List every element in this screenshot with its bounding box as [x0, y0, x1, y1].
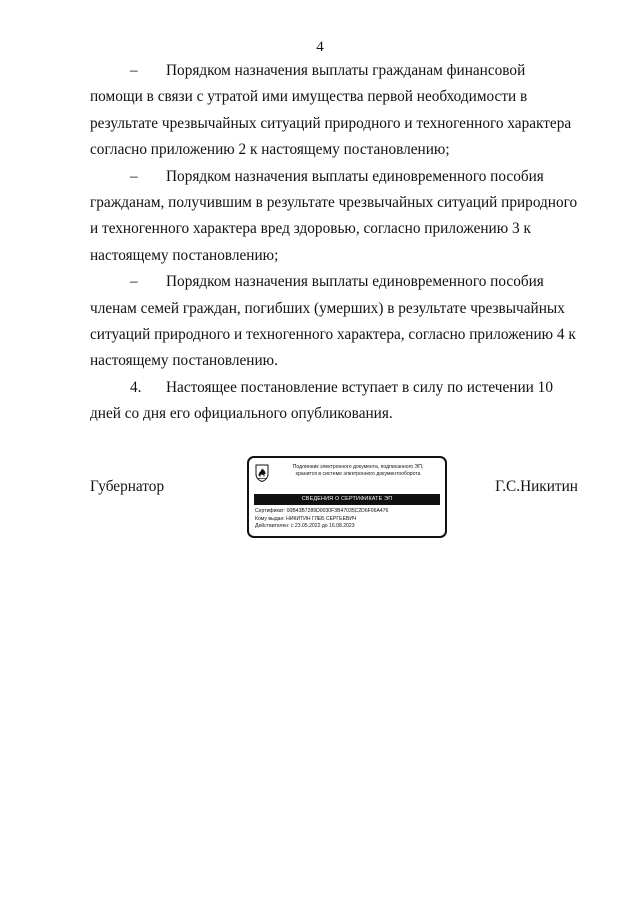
paragraph-line: результате чрезвычайных ситуаций природного и техногенного характера [90, 114, 572, 132]
stamp-header-line: Подлинник электронного документа, подписанного ЭП, [292, 464, 424, 470]
certificate-validity: Действителен: с 23.05.2022 до 16.08.2023 [255, 523, 355, 529]
paragraph-appendix-4 [90, 269, 578, 375]
paragraph-line: дней со дня его официального опубликования. [90, 405, 393, 423]
paragraph-line: и техногенного характера вред здоровью, согласно приложению 3 к [90, 220, 531, 238]
paragraph-appendix-2 [90, 58, 578, 164]
paragraph-line: гражданам, получившим в результате чрезвычайных ситуаций природного [90, 194, 578, 212]
stamp-header [275, 464, 441, 478]
certificate-info-bar: СВЕДЕНИЯ О СЕРТИФИКАТЕ ЭП [254, 494, 440, 505]
certificate-number: Сертификат: 00B43B7289D0030F3B47035C2D6F06A476 [255, 508, 389, 514]
signature-block [90, 456, 578, 544]
paragraph-line: настоящему постановлению. [90, 352, 278, 370]
paragraph-marker: – [130, 167, 138, 185]
paragraph-line: Порядком назначения выплаты гражданам финансовой [166, 62, 526, 79]
certificate-details [255, 508, 441, 531]
certificate-owner: Кому выдан: НИКИТИН ГЛЕБ СЕРГЕЕВИЧ [255, 515, 357, 522]
document-body [90, 58, 578, 428]
stamp-header-line: хранится в системе электронного документооборота [295, 471, 421, 477]
electronic-signature-stamp [247, 456, 447, 538]
paragraph-line: Порядком назначения выплаты единовременного пособия [166, 167, 544, 185]
page-number: 4 [316, 39, 324, 55]
nizhny-novgorod-coat-of-arms-icon [255, 464, 269, 482]
signer-name: Г.С.Никитин [495, 478, 578, 495]
paragraph-line: согласно приложению 2 к настоящему постановлению; [90, 141, 450, 159]
paragraph-marker: 4. [130, 378, 142, 396]
paragraph-line: помощи в связи с утратой ими имущества первой необходимости в [90, 88, 528, 106]
paragraph-line: членам семей граждан, погибших (умерших) в результате чрезвычайных [90, 299, 565, 317]
paragraph-line: Настоящее постановление вступает в силу по истечении 10 [166, 378, 553, 396]
paragraph-marker: – [130, 273, 138, 291]
paragraph-line: ситуаций природного и техногенного характера, согласно приложению 4 к [90, 326, 576, 344]
paragraph-line: Порядком назначения выплаты единовременного пособия [166, 273, 544, 291]
paragraph-item-4 [90, 375, 578, 428]
paragraph-appendix-3 [90, 164, 578, 270]
signer-title: Губернатор [90, 478, 165, 495]
paragraph-marker: – [130, 62, 138, 79]
paragraph-line: настоящему постановлению; [90, 246, 279, 264]
